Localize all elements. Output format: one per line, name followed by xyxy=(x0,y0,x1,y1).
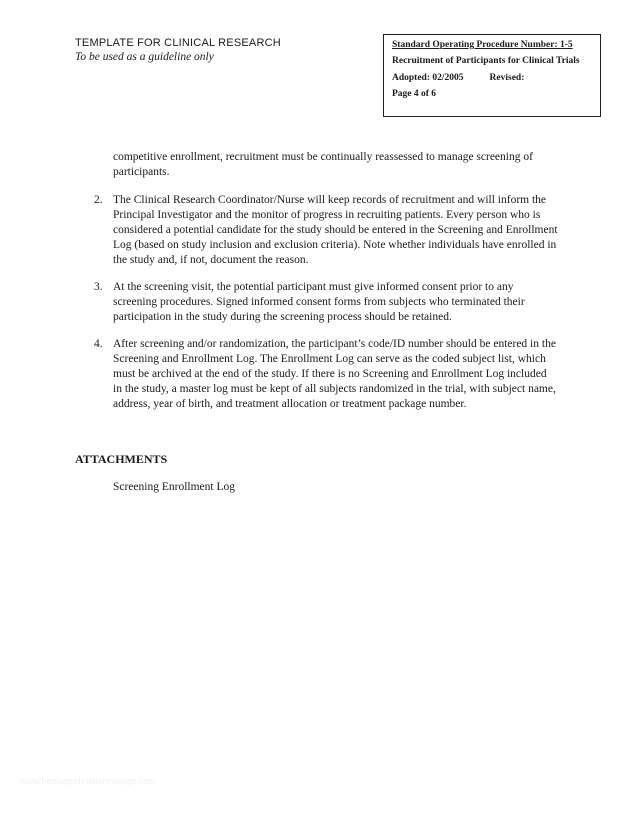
watermark-text: www.heritagechristiancollege.com xyxy=(20,776,156,786)
sop-number: Standard Operating Procedure Number: 1-5 xyxy=(392,40,573,50)
header-subtitle: To be used as a guideline only xyxy=(75,51,214,63)
attachments-heading: ATTACHMENTS xyxy=(75,452,168,466)
list-item-number: 3. xyxy=(94,281,103,293)
header-title: TEMPLATE FOR CLINICAL RESEARCH xyxy=(75,37,281,49)
sop-adopted: Adopted: 02/2005 xyxy=(392,73,464,83)
sop-page-number: Page 4 of 6 xyxy=(392,89,437,99)
sop-dates xyxy=(392,73,594,84)
document-header xyxy=(75,37,281,64)
list-item-number: 4. xyxy=(94,338,103,350)
list-item-text: The Clinical Research Coordinator/Nurse will keep records of recruitment and will inform the Principal Investigator and the monitor of progress in recruiting patients. Every person who is considered a potential candidate for the study should be entered in the Screening and Enrollment Log (based on study inclusion and exclusion criteria). Note whether individuals have enrolled in the study and, if not, document the reason. xyxy=(113,194,558,266)
list-item xyxy=(94,337,564,412)
sop-title: Recruitment of Participants for Clinical Trials xyxy=(392,56,580,66)
list-item xyxy=(94,193,564,268)
list-item-text: At the screening visit, the potential participant must give informed consent prior to any screening procedures. Signed informed consent forms from subjects who terminated their participation in the study during the screening process should be retained. xyxy=(113,281,525,323)
sop-info-box xyxy=(383,34,601,117)
continuation-paragraph: competitive enrollment, recruitment must be continually reassessed to manage screening of participants. xyxy=(113,151,533,178)
sop-revised: Revised: xyxy=(489,73,525,83)
list-item-number: 2. xyxy=(94,194,103,206)
list-item-text: After screening and/or randomization, the participant’s code/ID number should be entered in the Screening and Enrollment Log. The Enrollment Log can serve as the coded subject list, which must be archived at the end of the study. If there is no Screening and Enrollment Log included in the study, a master log must be kept of all subjects randomized in the trial, with subject name, address, year of birth, and treatment allocation or treatment package number. xyxy=(113,338,556,410)
attachment-item: Screening Enrollment Log xyxy=(113,481,235,493)
list-item xyxy=(94,280,564,325)
